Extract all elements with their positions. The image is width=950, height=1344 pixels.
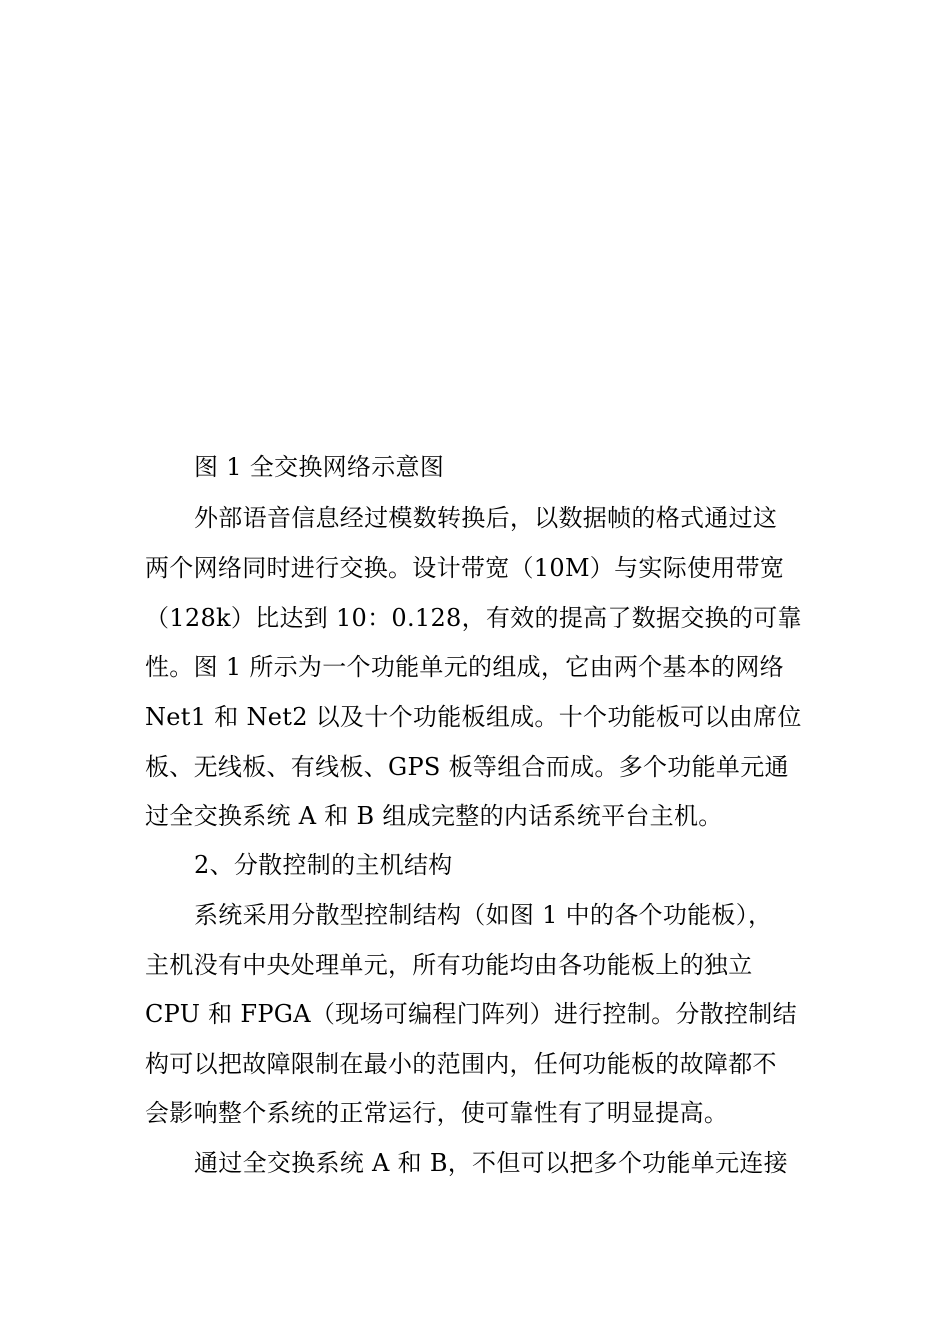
- paragraph-line: 性。图 1 所示为一个功能单元的组成，它由两个基本的网络: [145, 653, 784, 681]
- paragraph-line: Net1 和 Net2 以及十个功能板组成。十个功能板可以由席位: [145, 703, 802, 731]
- section-heading: 2、分散控制的主机结构: [194, 851, 453, 879]
- paragraph-line: CPU 和 FPGA（现场可编程门阵列）进行控制。分散控制结: [145, 1000, 797, 1028]
- paragraph-line: 过全交换系统 A 和 B 组成完整的内话系统平台主机。: [145, 802, 723, 830]
- paragraph-line: （128k）比达到 10：0.128，有效的提高了数据交换的可靠: [145, 604, 802, 632]
- paragraph-line: 两个网络同时进行交换。设计带宽（10M）与实际使用带宽: [145, 554, 785, 582]
- paragraph-line: 主机没有中央处理单元，所有功能均由各功能板上的独立: [145, 951, 753, 979]
- paragraph-line: 通过全交换系统 A 和 B，不但可以把多个功能单元连接: [194, 1149, 788, 1177]
- figure-caption: 图 1 全交换网络示意图: [194, 453, 445, 481]
- paragraph-line: 外部语音信息经过模数转换后，以数据帧的格式通过这: [194, 504, 778, 532]
- paragraph-line: 构可以把故障限制在最小的范围内，任何功能板的故障都不: [145, 1050, 777, 1078]
- paragraph-line: 板、无线板、有线板、GPS 板等组合而成。多个功能单元通: [145, 753, 789, 781]
- paragraph-line: 系统采用分散型控制结构（如图 1 中的各个功能板），: [194, 901, 773, 929]
- paragraph-line: 会影响整个系统的正常运行，使可靠性有了明显提高。: [145, 1099, 729, 1127]
